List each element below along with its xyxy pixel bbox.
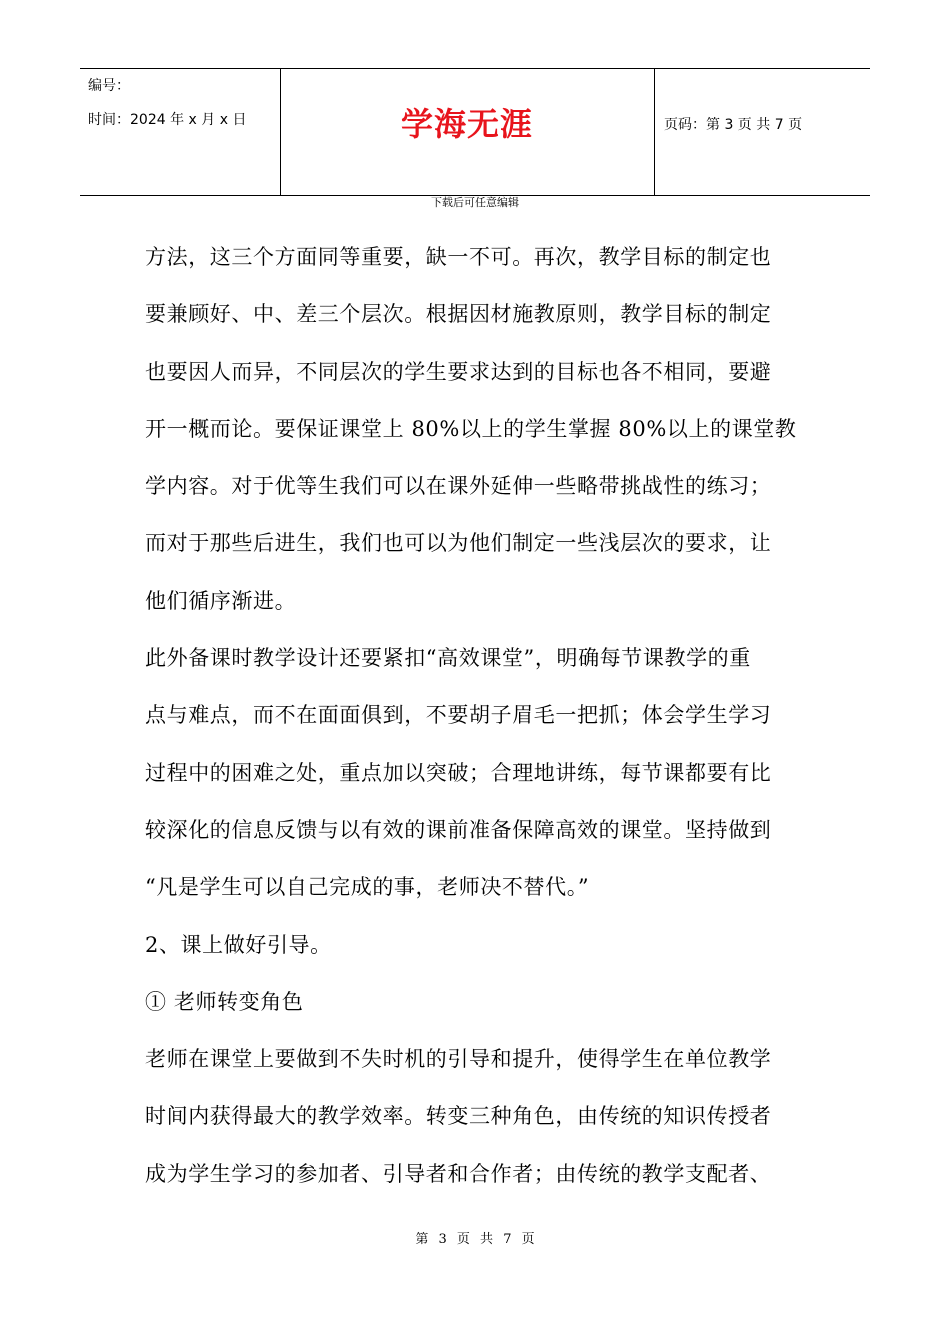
body-line: 此外备课时教学设计还要紧扣“高效课堂”，明确每节课教学的重 <box>145 646 751 671</box>
body-line: 学内容。对于优等生我们可以在课外延伸一些略带挑战性的练习； <box>145 474 772 499</box>
page-footer: 第 3 页 共 7 页 <box>415 1232 535 1247</box>
body-line: 老师在课堂上要做到不失时机的引导和提升，使得学生在单位教学 <box>145 1047 772 1072</box>
body-line: 他们循序渐进。 <box>145 588 297 613</box>
editable-note: 下载后可任意编辑 <box>431 196 519 209</box>
section-heading: 2、课上做好引导。 <box>145 932 332 957</box>
body-line: 点与难点，而不在面面俱到，不要胡子眉毛一把抓；体会学生学习 <box>145 703 772 728</box>
body-line: 开一概而论。要保证课堂上 80%以上的学生掌握 80%以上的课堂教 <box>145 416 797 441</box>
body-line: 也要因人而异，不同层次的学生要求达到的目标也各不相同，要避 <box>145 359 772 384</box>
body-line: 要兼顾好、中、差三个层次。根据因材施教原则，教学目标的制定 <box>145 302 772 327</box>
body-line: 时间内获得最大的教学效率。转变三种角色，由传统的知识传授者 <box>145 1104 772 1129</box>
body-line: 而对于那些后进生，我们也可以为他们制定一些浅层次的要求，让 <box>145 531 772 556</box>
body-line: 较深化的信息反馈与以有效的课前准备保障高效的课堂。坚持做到 <box>145 817 772 842</box>
document-time-label: 时间：2024 年 x 月 x 日 <box>88 112 247 128</box>
page-info: 页码：第 3 页 共 7 页 <box>664 117 803 133</box>
header-divider-right <box>654 69 655 195</box>
body-line: 成为学生学习的参加者、引导者和合作者；由传统的教学支配者、 <box>145 1161 772 1186</box>
body-line: 方法，这三个方面同等重要，缺一不可。再次，教学目标的制定也 <box>145 245 772 269</box>
header-title: 学海无涯 <box>400 105 533 143</box>
body-line: “凡是学生可以自己完成的事，老师决不替代。” <box>145 875 590 900</box>
subsection-heading: ① 老师转变角色 <box>145 989 304 1014</box>
body-line: 过程中的困难之处，重点加以突破；合理地讲练，每节课都要有比 <box>145 760 772 785</box>
document-number-label: 编号： <box>88 78 130 94</box>
document-body <box>145 234 797 1208</box>
header-table <box>80 68 870 196</box>
